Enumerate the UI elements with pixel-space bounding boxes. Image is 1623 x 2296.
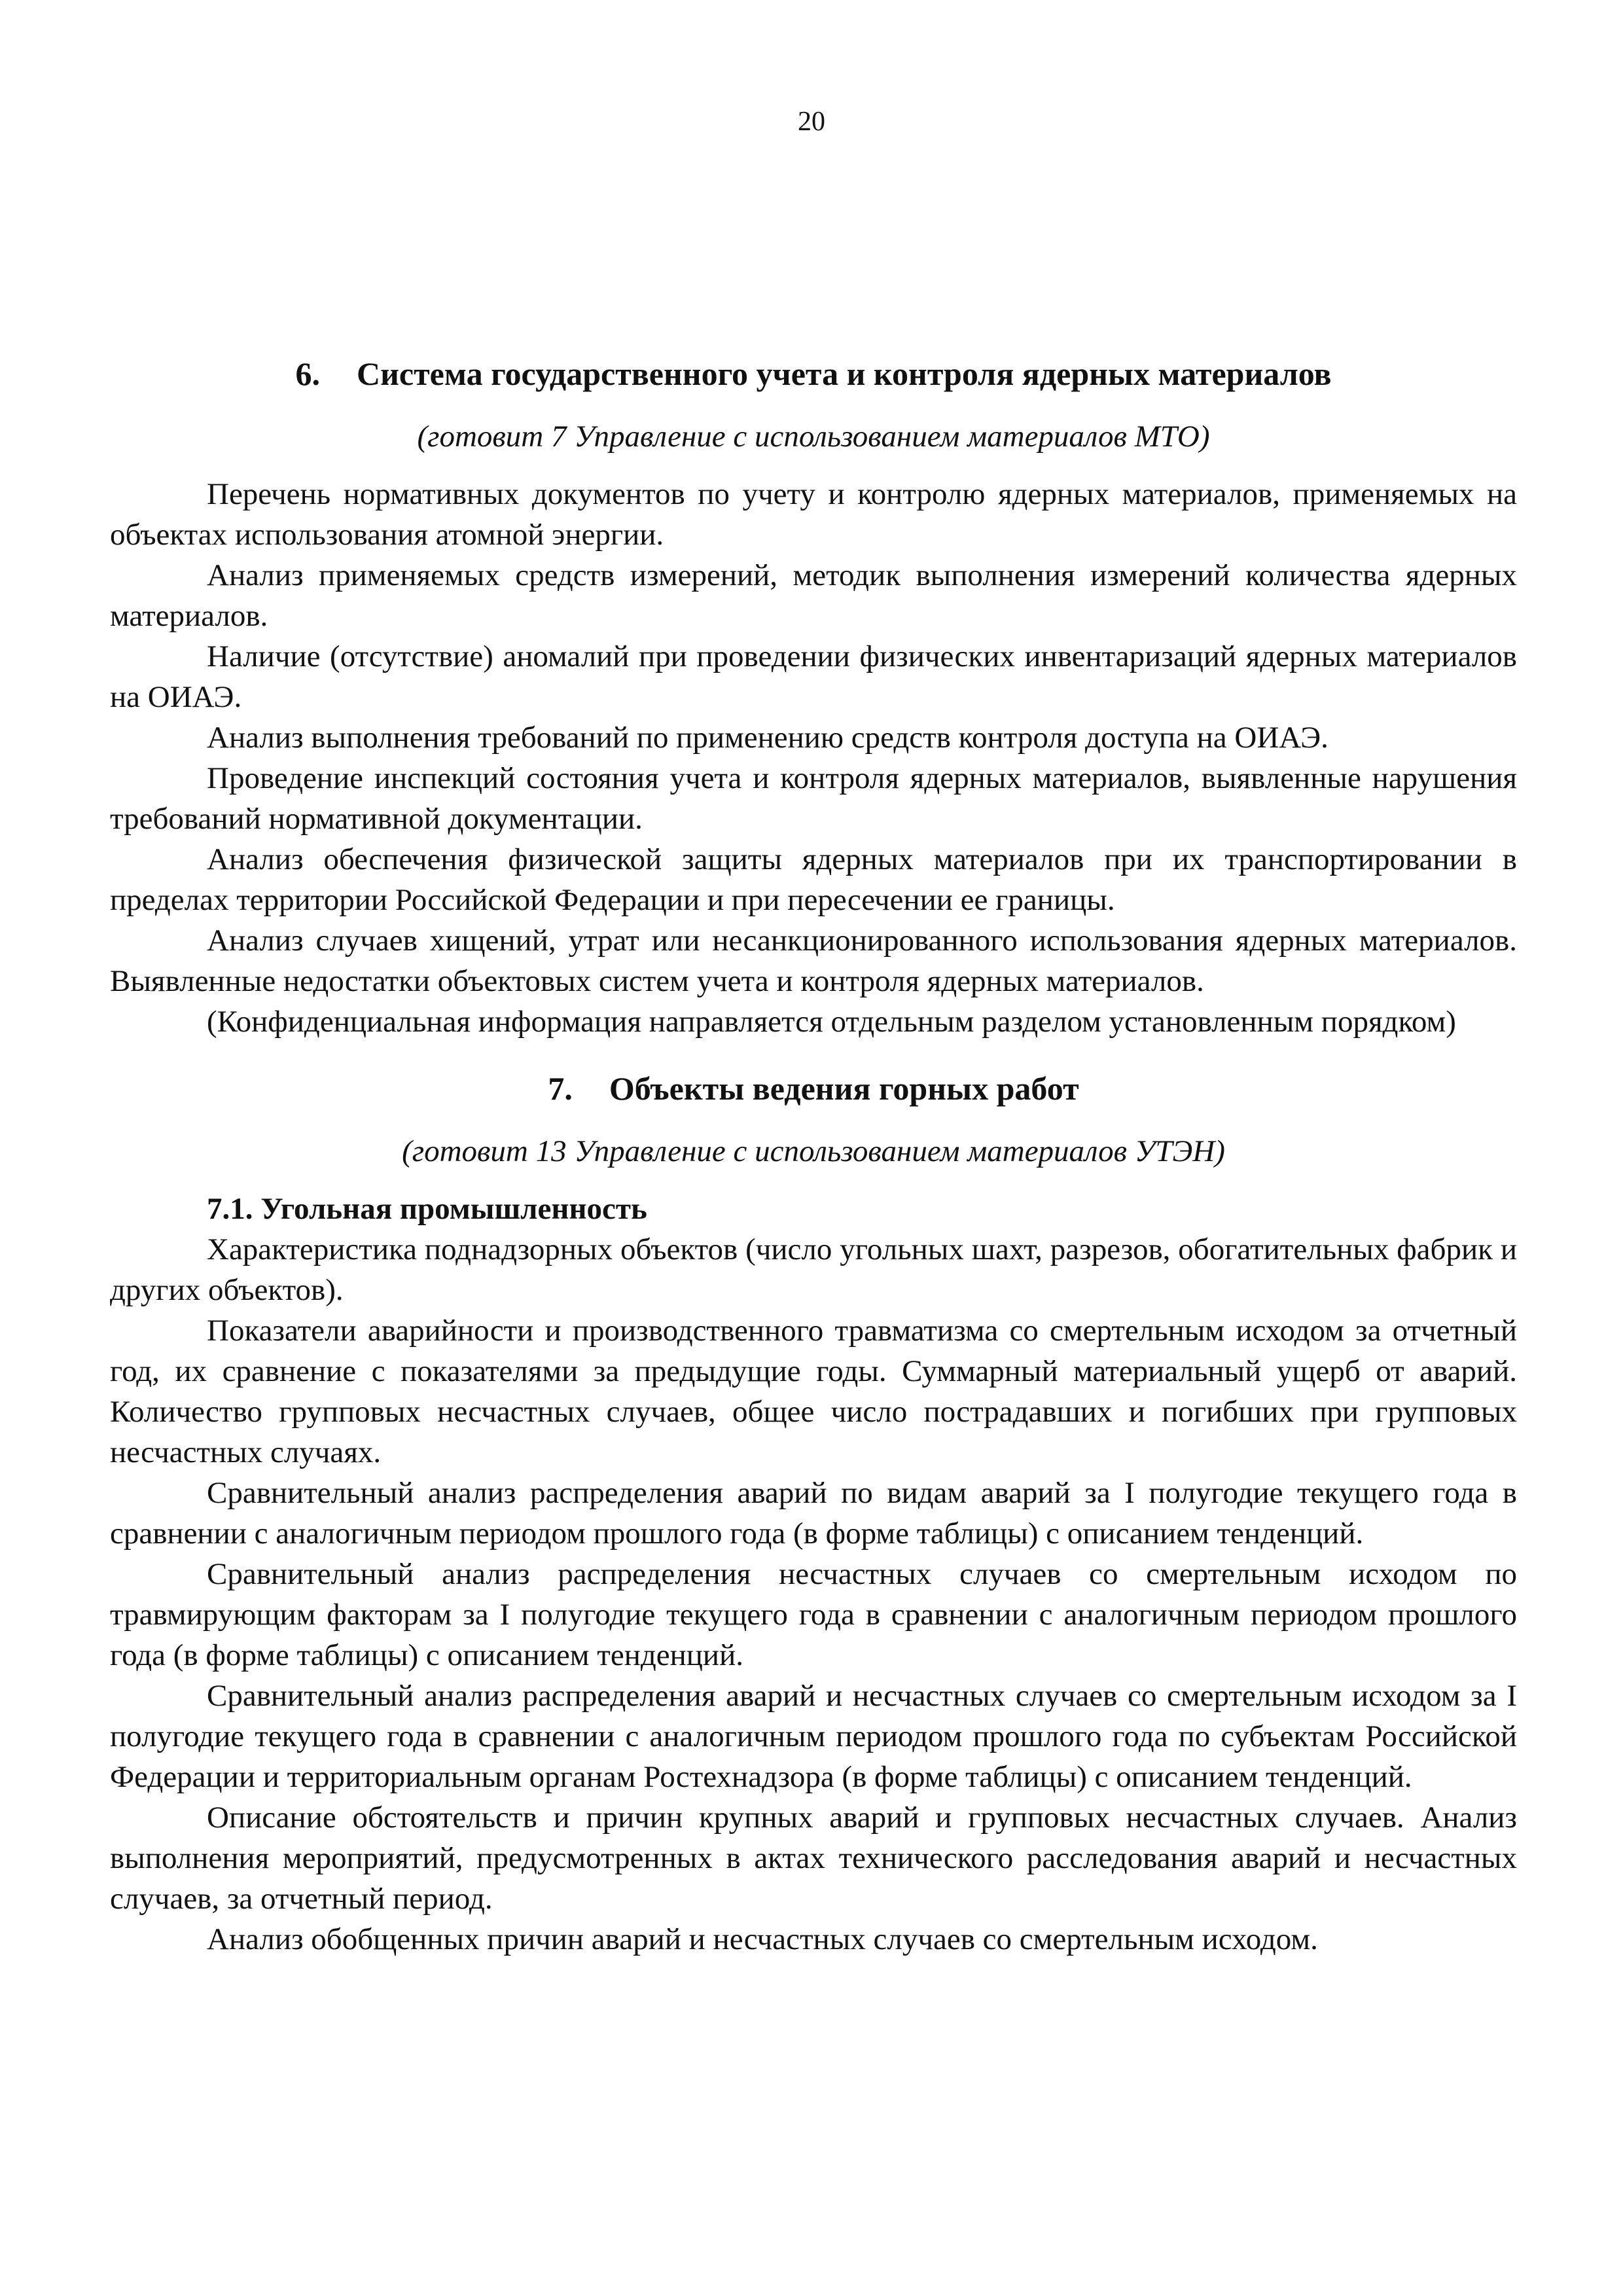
- section-6-paragraph: Анализ обеспечения физической защиты ядерных материалов при их транспортировании в пределах территории Российской Федерации и при пересечении ее границы.: [110, 842, 1517, 917]
- subsection-7-1-paragraph: Характеристика поднадзорных объектов (число угольных шахт, разрезов, обогатительных фабрик и других объектов).: [110, 1232, 1517, 1307]
- page-number: 20: [798, 107, 825, 137]
- section-6-heading: [110, 353, 1517, 394]
- subsection-7-1-paragraph: Описание обстоятельств и причин крупных аварий и групповых несчастных случаев. Анализ выполнения мероприятий, предусмотренных в актах технического расследования аварий и несчастных случаев, за отчетный период.: [110, 1801, 1517, 1916]
- document-body: [110, 353, 1517, 1960]
- section-6-paragraph: Анализ выполнения требований по применению средств контроля доступа на ОИАЭ.: [207, 721, 1329, 755]
- subsection-7-1-paragraph: Анализ обобщенных причин аварий и несчастных случаев со смертельным исходом.: [207, 1922, 1318, 1956]
- section-6-paragraph: Наличие (отсутствие) аномалий при проведении физических инвентаризаций ядерных материалов на ОИАЭ.: [110, 639, 1517, 714]
- subsection-7-1-title: 7.1. Угольная промышленность: [207, 1192, 647, 1226]
- section-7-title: Объекты ведения горных работ: [609, 1070, 1079, 1107]
- section-6-paragraph: Анализ применяемых средств измерений, методик выполнения измерений количества ядерных материалов.: [110, 558, 1517, 633]
- section-6-number: 6.: [295, 355, 320, 392]
- section-6-paragraph: Перечень нормативных документов по учету и контролю ядерных материалов, применяемых на объектах использования атомной энергии.: [110, 477, 1517, 552]
- section-6-paragraph: Анализ случаев хищений, утрат или несанкционированного использования ядерных материалов. Выявленные недостатки объектовых систем учета и контроля ядерных материалов.: [110, 924, 1517, 998]
- subsection-7-1-paragraph: Сравнительный анализ распределения аварий по видам аварий за I полугодие текущего года в сравнении с аналогичным периодом прошлого года (в форме таблицы) с описанием тенденций.: [110, 1476, 1517, 1551]
- section-6-paragraph: (Конфиденциальная информация направляется отдельным разделом установленным порядком): [207, 1005, 1456, 1039]
- section-6-title: Система государственного учета и контроля ядерных материалов: [356, 355, 1332, 392]
- section-6-paragraph: Проведение инспекций состояния учета и контроля ядерных материалов, выявленные нарушения требований нормативной документации.: [110, 761, 1517, 836]
- subsection-7-1-paragraph: Показатели аварийности и производственного травматизма со смертельным исходом за отчетный год, их сравнение с показателями за предыдущие годы. Суммарный материальный ущерб от аварий. Количество групповых несчастных случаев, общее число пострадавших и погибших при групповых несчастных случаях.: [110, 1314, 1517, 1469]
- section-7-prepared-by: (готовит 13 Управление с использованием материалов УТЭН): [402, 1134, 1225, 1168]
- section-6-prepared-by: (готовит 7 Управление с использованием материалов МТО): [417, 420, 1210, 454]
- section-7-heading: [110, 1068, 1517, 1109]
- subsection-7-1-paragraph: Сравнительный анализ распределения несчастных случаев со смертельным исходом по травмирующим факторам за I полугодие текущего года в сравнении с аналогичным периодом прошлого года (в форме таблицы) с описанием тенденций.: [110, 1557, 1517, 1672]
- section-7-number: 7.: [548, 1070, 573, 1107]
- subsection-7-1-paragraph: Сравнительный анализ распределения аварий и несчастных случаев со смертельным исходом за I полугодие текущего года в сравнении с аналогичным периодом прошлого года по субъектам Российской Федерации и территориальным органам Ростехнадзора (в форме таблицы) с описанием тенденций.: [110, 1679, 1517, 1794]
